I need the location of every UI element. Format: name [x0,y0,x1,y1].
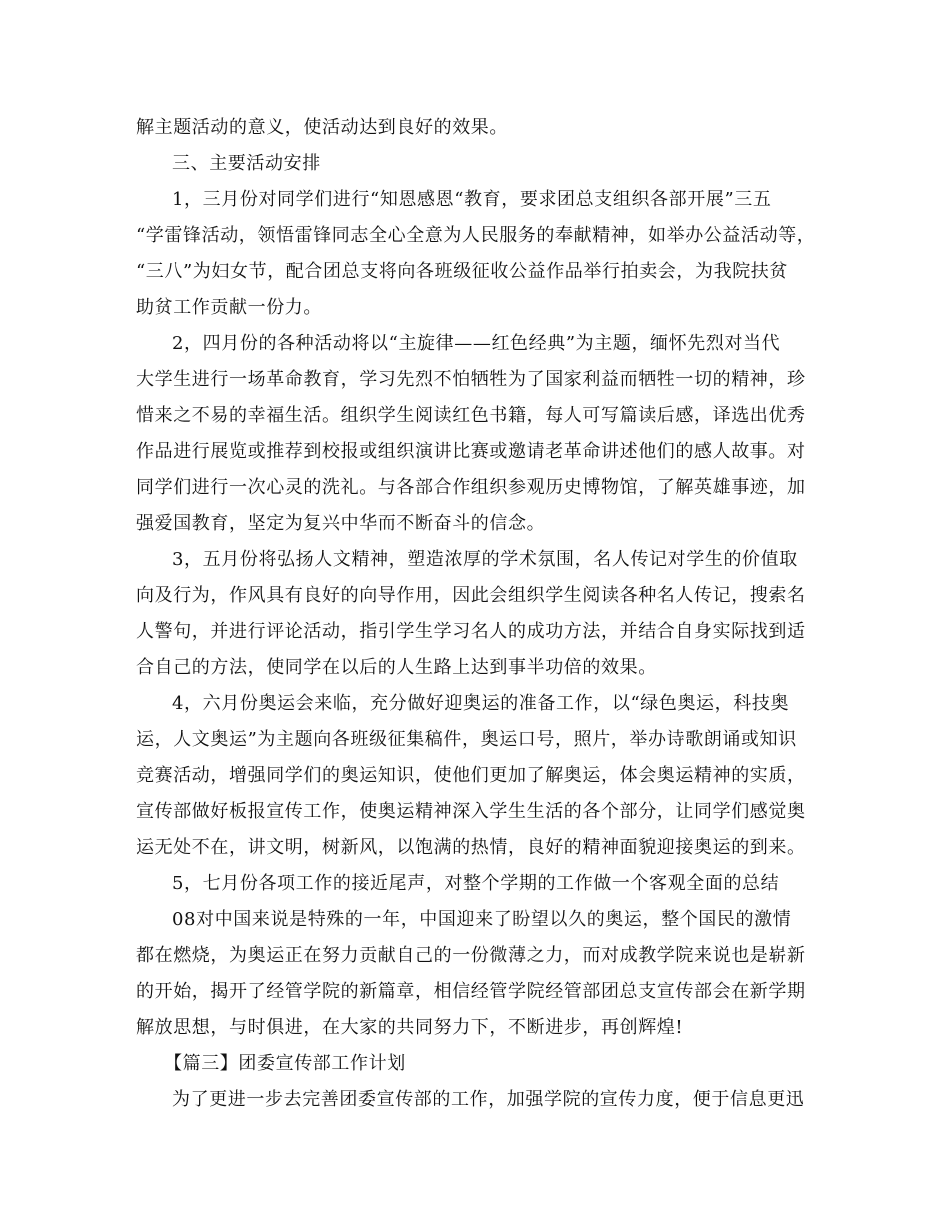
text-line: 08对中国来说是特殊的一年，中国迎来了盼望以久的奥运，整个国民的激情 [172,909,792,930]
text-line: 同学们进行一次心灵的洗礼。与各部合作组织参观历史博物馆，了解英雄事迹，加 [136,477,806,498]
text-line: 惜来之不易的幸福生活。组织学生阅读红色书籍，每人可写篇读后感，译选出优秀 [136,405,806,426]
text-line: 运无处不在，讲文明，树新风，以饱满的热情，良好的精神面貌迎接奥运的到来。 [136,837,806,858]
text-line: 强爱国教育，坚定为复兴中华而不断奋斗的信念。 [136,513,546,534]
text-line: 都在燃烧，为奥运正在努力贡献自己的一份微薄之力，而对成教学院来说也是崭新 [136,945,806,966]
text-line: 助贫工作贡献一份力。 [136,297,322,318]
text-line: 3，五月份将弘扬人文精神，塑造浓厚的学术氛围，名人传记对学生的价值取 [172,549,798,570]
text-line: 解主题活动的意义，使活动达到良好的效果。 [136,117,508,138]
text-line: 宣传部做好板报宣传工作，使奥运精神深入学生生活的各个部分，让同学们感觉奥 [136,801,806,822]
text-line: 竞赛活动，增强同学们的奥运知识，使他们更加了解奥运，体会奥运精神的实质， [136,765,806,786]
text-line: “三八”为妇女节，配合团总支将向各班级征收公益作品举行拍卖会，为我院扶贫 [136,261,789,282]
section-title: 【篇三】团委宣传部工作计划 [164,1053,406,1074]
text-line: 解放思想，与时俱进，在大家的共同努力下，不断进步，再创辉煌! [136,1017,684,1038]
text-line: 2，四月份的各种活动将以“主旋律——红色经典”为主题，缅怀先烈对当代 [172,333,781,354]
text-line: 4，六月份奥运会来临，充分做好迎奥运的准备工作，以“绿色奥运，科技奥 [172,693,790,714]
text-line: 大学生进行一场革命教育，学习先烈不怕牺牲为了国家利益而牺牲一切的精神，珍 [136,369,806,390]
text-line: “学雷锋活动，领悟雷锋同志全心全意为人民服务的奉献精神，如举办公益活动等， [136,225,816,246]
text-line: 向及行为，作风具有良好的向导作用，因此会组织学生阅读各种名人传记，搜索名 [136,585,806,606]
text-line: 运，人文奥运”为主题向各班级征集稿件，奥运口号，照片，举办诗歌朗诵或知识 [136,729,797,750]
text-line: 为了更进一步去完善团委宣传部的工作，加强学院的宣传力度，便于信息更迅 [172,1089,805,1110]
text-line: 作品进行展览或推荐到校报或组织演讲比赛或邀请老革命讲述他们的感人故事。对 [136,441,806,462]
text-line: 合自己的方法，使同学在以后的人生路上达到事半功倍的效果。 [136,657,657,678]
text-line: 人警句，并进行评论活动，指引学生学习名人的成功方法，并结合自身实际找到适 [136,621,806,642]
text-line: 1，三月份对同学们进行“知恩感恩“教育，要求团总支组织各部开展”三五 [172,189,772,210]
section-heading: 三、主要活动安排 [172,153,321,174]
text-line: 5，七月份各项工作的接近尾声，对整个学期的工作做一个客观全面的总结 [172,873,780,894]
text-line: 的开始，揭开了经管学院的新篇章，相信经管学院经管部团总支宣传部会在新学期 [136,981,806,1002]
